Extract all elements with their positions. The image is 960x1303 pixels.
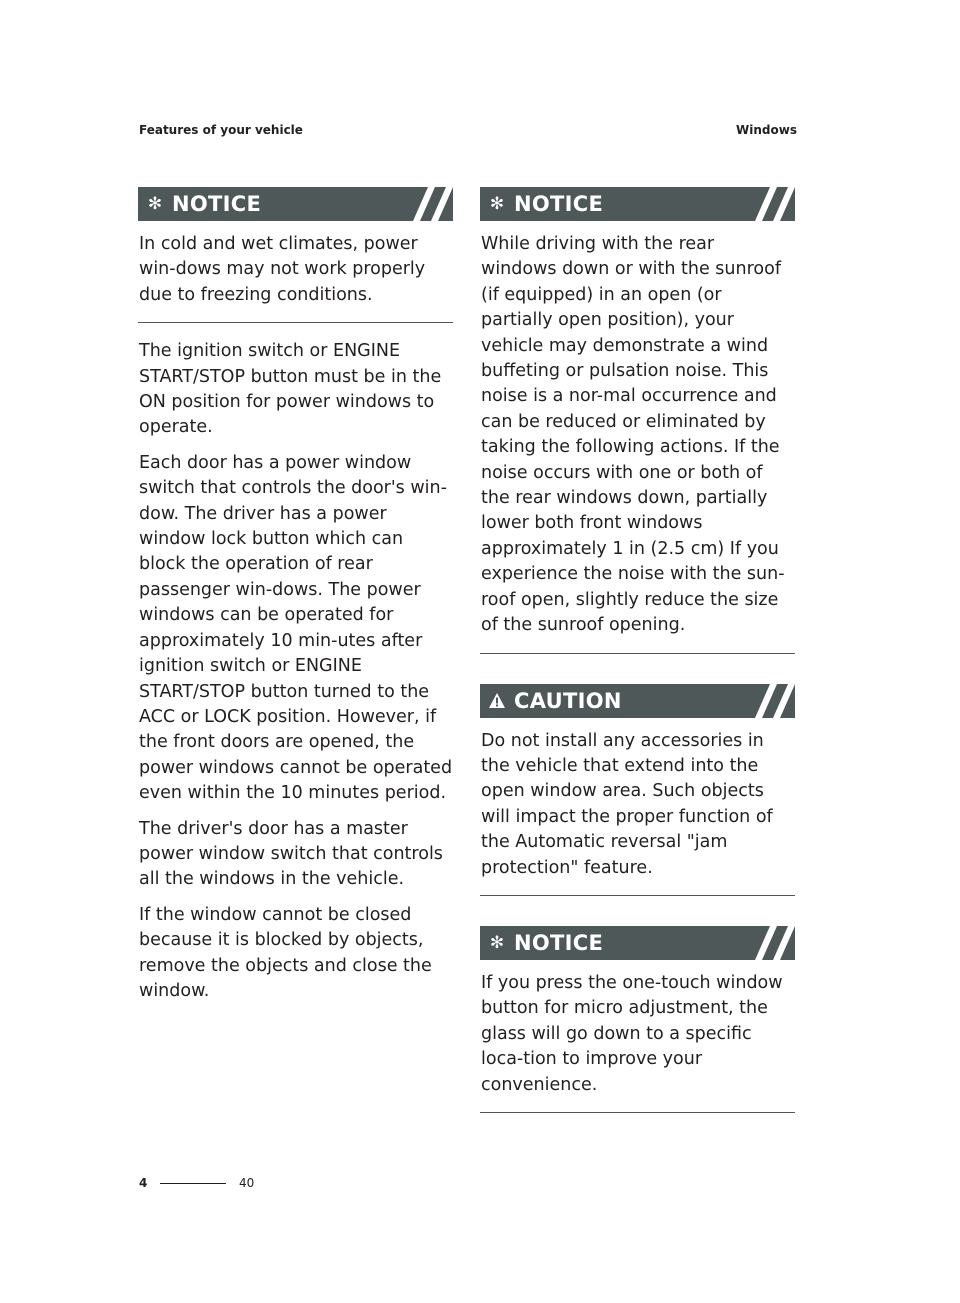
slash-stripes-icon	[749, 926, 795, 960]
asterisk-icon: ✻	[147, 194, 163, 214]
slash-stripes-icon	[749, 187, 795, 221]
warning-triangle-icon	[480, 693, 514, 708]
body-paragraph: The ignition switch or ENGINE START/STOP button must be in the ON position for power windows to operate.	[139, 341, 442, 438]
notice-banner	[480, 926, 795, 960]
body-paragraph: The driver's door has a master power window switch that controls all the windows in the vehicle.	[139, 818, 443, 890]
slash-stripes-icon	[749, 684, 795, 718]
notice-banner	[138, 187, 453, 221]
notice-title: NOTICE	[514, 930, 604, 955]
slash-stripes-icon	[407, 187, 453, 221]
notice-banner	[480, 187, 795, 221]
caution-title: CAUTION	[514, 688, 622, 713]
notice-text: In cold and wet climates, power win-dows may not work properly due to freezing conditions.	[139, 234, 426, 305]
chapter-number: 4	[139, 1176, 148, 1190]
notice-text: While driving with the rear windows down or with the sunroof (if equipped) in an open (or partially open position), your vehicle may demonstrate a wind buffeting or pulsation noise. This noise is a nor-mal occurrence and can be reduced or eliminated by taking the following actions. If the noise occurs with one or both of the rear windows down, partially lower both front windows approximately 1 in (2.5 cm) If you experience the noise with the sun-roof open, slightly reduce the size of the sunroof opening.	[481, 234, 785, 636]
notice-divider	[480, 1112, 795, 1113]
right-column	[480, 187, 795, 1113]
caution-text: Do not install any accessories in the vehicle that extend into the open window area. Such objects will impact the proper function of the Automatic reversal "jam protection" feature.	[481, 730, 773, 878]
header-chapter-title: Windows	[736, 123, 797, 137]
footer-divider	[160, 1183, 226, 1184]
notice-text: If you press the one-touch window button for micro adjustment, the glass will go down to a specific loca-tion to improve your convenience.	[481, 972, 783, 1095]
asterisk-icon: ✻	[489, 932, 505, 953]
asterisk-icon: ✻	[489, 194, 505, 214]
notice-title: NOTICE	[172, 192, 262, 216]
body-paragraph: If the window cannot be closed because it is blocked by objects, remove the objects and close the window.	[139, 904, 432, 1001]
left-column	[138, 187, 453, 1014]
header-section-title: Features of your vehicle	[139, 123, 303, 137]
page-number: 40	[239, 1176, 255, 1190]
caution-banner	[480, 684, 795, 718]
body-paragraph: Each door has a power window switch that controls the door's win-dow. The driver has a power window lock button which can block the operation of rear passenger win-dows. The power windows can be operated for approximately 10 min-utes after ignition switch or ENGINE START/STOP button turned to the ACC or LOCK position. However, if the front doors are opened, the power windows cannot be operated even within the 10 minutes period.	[139, 452, 453, 804]
notice-title: NOTICE	[514, 192, 604, 216]
